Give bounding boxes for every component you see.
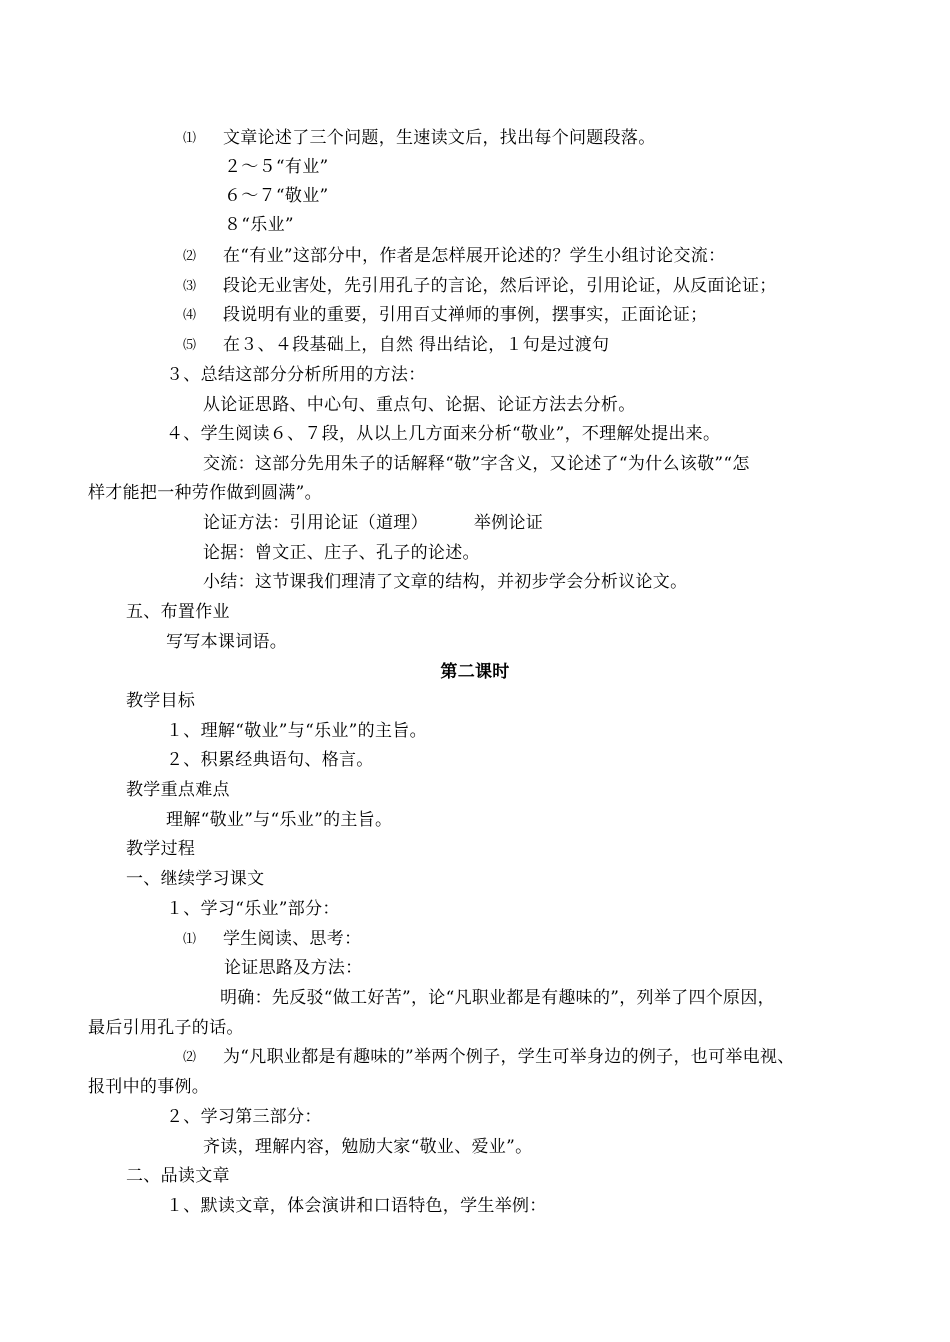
line-text: 第二课时 — [440, 662, 510, 682]
line-text: 小结：这节课我们理清了文章的结构，并初步学会分析议论文。 — [203, 572, 688, 592]
text-line — [166, 364, 426, 386]
line-text: 五、布置作业 — [126, 602, 230, 622]
list-marker: ⑷ — [183, 308, 197, 323]
line-text: 理解“敬业”与“乐业”的主旨。 — [166, 810, 393, 830]
line-text: 在“有业”这部分中，作者是怎样展开论述的？学生小组讨论交流： — [223, 246, 726, 266]
text-line — [166, 1195, 547, 1217]
text-line — [166, 1106, 322, 1128]
line-text: 段论无业害处，先引用孔子的言论，然后评论，引用论证，从反面论证； — [223, 276, 777, 296]
text-line — [203, 453, 750, 475]
line-text: 教学重点难点 — [126, 780, 230, 800]
line-text: 学生阅读、思考： — [223, 929, 362, 949]
line-text: 一、继续学习课文 — [126, 869, 265, 889]
text-line — [88, 1076, 209, 1098]
line-text: ２、积累经典语句、格言。 — [166, 750, 374, 770]
line-text: 样才能把一种劳作做到圆满”。 — [88, 483, 322, 503]
line-text: ２、学习第三部分： — [166, 1107, 322, 1127]
line-text: 齐读，理解内容，勉励大家“敬业、爱业”。 — [203, 1137, 533, 1157]
line-text: ８“乐业” — [224, 215, 294, 235]
line-text: ２～５“有业” — [224, 157, 329, 177]
line-text: 段说明有业的重要，引用百丈禅师的事例，摆事实，正面论证； — [223, 305, 708, 325]
section-heading — [0, 661, 950, 683]
text-line — [203, 1136, 532, 1158]
text-line — [166, 720, 427, 742]
text-line — [224, 214, 294, 236]
line-text: 论证思路及方法： — [224, 958, 363, 978]
text-line — [183, 928, 361, 951]
line-text: 从论证思路、中心句、重点句、论据、论证方法去分析。 — [203, 395, 636, 415]
text-line — [183, 334, 609, 357]
text-line — [126, 868, 264, 890]
text-line — [220, 987, 775, 1009]
line-text: 最后引用孔子的话。 — [88, 1018, 244, 1038]
text-line — [88, 482, 322, 504]
line-text: ４、学生阅读６、７段，从以上几方面来分析“敬业”，不理解处提出来。 — [166, 424, 721, 444]
line-text: ３、总结这部分分析所用的方法： — [166, 365, 426, 385]
line-text: 交流：这部分先用朱子的话解释“敬”字含义，又论述了“为什么该敬”“怎 — [203, 454, 750, 474]
line-text: 论证方法：引用论证（道理） — [203, 513, 428, 533]
line-text: １、理解“敬业”与“乐业”的主旨。 — [166, 721, 427, 741]
text-line — [126, 601, 230, 623]
text-line — [126, 1165, 230, 1187]
list-marker: ⑸ — [183, 338, 197, 353]
text-line — [203, 571, 687, 593]
text-line — [126, 779, 230, 801]
text-line — [126, 838, 195, 860]
line-text: 明确：先反驳“做工好苦”，论“凡职业都是有趣味的”，列举了四个原因， — [220, 988, 775, 1008]
line-text: 二、品读文章 — [126, 1166, 230, 1186]
text-line — [224, 156, 328, 178]
list-marker: ⑴ — [183, 131, 197, 146]
list-marker: ⑴ — [183, 932, 197, 947]
text-line — [166, 749, 374, 771]
text-line — [166, 423, 720, 445]
line-text: １、学习“乐业”部分： — [166, 899, 340, 919]
text-line — [166, 809, 392, 831]
text-line — [166, 898, 340, 920]
text-line — [224, 957, 362, 979]
line-text: 论据：曾文正、庄子、孔子的论述。 — [203, 543, 480, 563]
text-line — [203, 394, 636, 416]
text-line — [183, 304, 707, 327]
text-line — [88, 1017, 244, 1039]
line-text: 写写本课词语。 — [166, 632, 288, 652]
text-line — [203, 542, 480, 564]
list-marker: ⑵ — [183, 249, 197, 264]
line-text: 为“凡职业都是有趣味的”举两个例子，学生可举身边的例子，也可举电视、 — [223, 1047, 795, 1067]
text-line — [183, 127, 656, 150]
text-line — [166, 631, 287, 653]
text-line — [126, 690, 195, 712]
line-text: 教学目标 — [126, 691, 196, 711]
list-marker: ⑵ — [183, 1050, 197, 1065]
line-text: ６～７“敬业” — [224, 186, 329, 206]
text-line — [203, 512, 543, 534]
line-text: 在３、４段基础上，自然 得出结论，１句是过渡句 — [223, 335, 610, 355]
line-text-extra: 举例论证 — [473, 513, 544, 533]
text-line — [183, 275, 777, 298]
list-marker: ⑶ — [183, 279, 197, 294]
line-text: 教学过程 — [126, 839, 196, 859]
line-text: １、默读文章，体会演讲和口语特色，学生举例： — [166, 1196, 547, 1216]
line-text: 文章论述了三个问题，生速读文后，找出每个问题段落。 — [223, 128, 656, 148]
line-text: 报刊中的事例。 — [88, 1077, 210, 1097]
text-line — [224, 185, 328, 207]
text-line — [183, 245, 725, 268]
text-line — [183, 1046, 795, 1069]
